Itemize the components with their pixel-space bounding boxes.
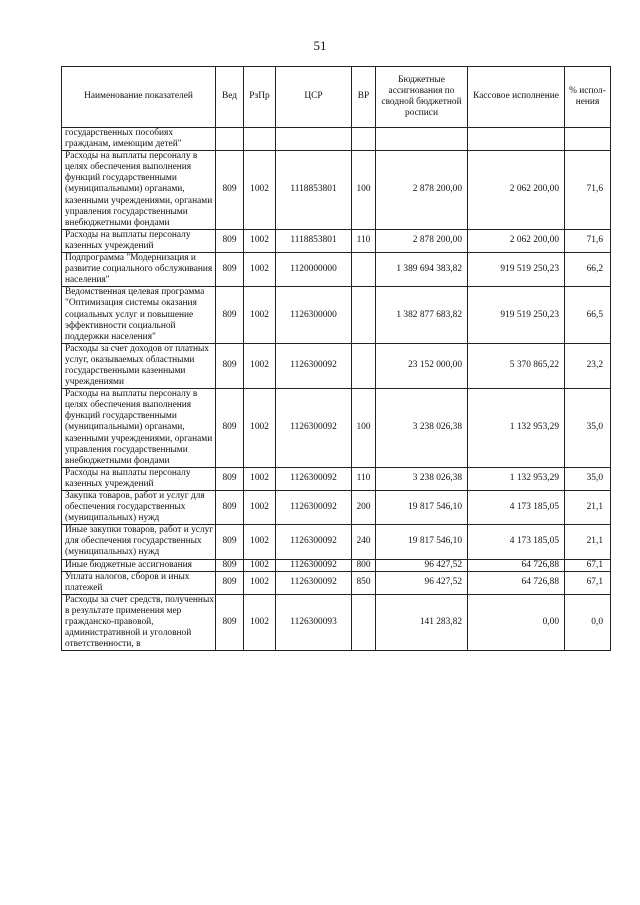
row-name: Расходы на выплаты персоналу казенных учреждений (62, 229, 216, 252)
row-vr: 850 (352, 571, 376, 594)
row-ved (216, 128, 244, 151)
row-pct: 21,1 (565, 491, 611, 525)
table-row (62, 343, 611, 388)
row-rzpr: 1002 (244, 571, 276, 594)
row-name: Закупка товаров, работ и услуг для обеспечения государственных (муниципальных) нужд (62, 491, 216, 525)
row-name: государственных пособиях гражданам, имеющим детей" (62, 128, 216, 151)
table-row (62, 287, 611, 343)
row-pct: 71,6 (565, 151, 611, 230)
row-csr: 1120000000 (276, 253, 352, 287)
row-pct: 67,1 (565, 559, 611, 571)
row-name: Ведомственная целевая программа "Оптимизация системы оказания социальных услуг и повышение эффективности социальной поддержки населения" (62, 287, 216, 343)
row-budget: 141 283,82 (376, 594, 468, 650)
row-budget: 1 382 877 683,82 (376, 287, 468, 343)
header-budget: Бюджетные ассигнования по сводной бюджетной росписи (376, 67, 468, 128)
row-ved: 809 (216, 253, 244, 287)
row-ved: 809 (216, 491, 244, 525)
row-name: Расходы на выплаты персоналу в целях обеспечения выполнения функций государственными (муниципальными) органами, казенными учреждениями, органами управления государственными внебюджетными фондами (62, 389, 216, 468)
row-vr: 100 (352, 151, 376, 230)
header-cash: Кассовое исполнение (468, 67, 565, 128)
row-ved: 809 (216, 525, 244, 559)
row-ved: 809 (216, 151, 244, 230)
row-csr: 1126300000 (276, 287, 352, 343)
row-rzpr: 1002 (244, 559, 276, 571)
row-ved: 809 (216, 594, 244, 650)
row-name: Подпрограмма "Модернизация и развитие социального обслуживания населения" (62, 253, 216, 287)
row-pct: 0,0 (565, 594, 611, 650)
table-row (62, 389, 611, 468)
row-budget: 2 878 200,00 (376, 151, 468, 230)
row-cash: 1 132 953,29 (468, 389, 565, 468)
row-csr: 1126300092 (276, 467, 352, 490)
row-name: Расходы за счет средств, полученных в результате применения мер гражданско-правовой, административной и уголовной ответственности, в (62, 594, 216, 650)
row-name: Иные бюджетные ассигнования (62, 559, 216, 571)
row-ved: 809 (216, 559, 244, 571)
row-ved: 809 (216, 343, 244, 388)
row-ved: 809 (216, 229, 244, 252)
row-vr (352, 594, 376, 650)
row-vr (352, 128, 376, 151)
row-rzpr (244, 128, 276, 151)
row-rzpr: 1002 (244, 491, 276, 525)
row-csr (276, 128, 352, 151)
row-name: Расходы на выплаты персоналу в целях обеспечения выполнения функций государственными (муниципальными) органами, казенными учреждениями, органами управления государственными внебюджетными фондами (62, 151, 216, 230)
table-row (62, 594, 611, 650)
row-csr: 1118853801 (276, 151, 352, 230)
row-pct: 66,2 (565, 253, 611, 287)
row-cash: 919 519 250,23 (468, 287, 565, 343)
row-vr (352, 253, 376, 287)
row-ved: 809 (216, 287, 244, 343)
row-pct: 21,1 (565, 525, 611, 559)
row-csr: 1126300092 (276, 571, 352, 594)
row-pct (565, 128, 611, 151)
row-cash: 2 062 200,00 (468, 229, 565, 252)
row-name: Иные закупки товаров, работ и услуг для обеспечения государственных (муниципальных) нужд (62, 525, 216, 559)
table-row (62, 559, 611, 571)
table-row (62, 525, 611, 559)
row-budget: 96 427,52 (376, 559, 468, 571)
row-cash (468, 128, 565, 151)
header-vr: ВР (352, 67, 376, 128)
row-pct: 71,6 (565, 229, 611, 252)
row-csr: 1126300093 (276, 594, 352, 650)
row-rzpr: 1002 (244, 467, 276, 490)
page-number: 51 (313, 38, 327, 53)
row-vr (352, 287, 376, 343)
row-budget: 3 238 026,38 (376, 467, 468, 490)
row-csr: 1126300092 (276, 525, 352, 559)
row-cash: 64 726,88 (468, 559, 565, 571)
row-ved: 809 (216, 389, 244, 468)
budget-execution-table (61, 66, 611, 651)
row-rzpr: 1002 (244, 253, 276, 287)
table-row (62, 571, 611, 594)
header-name: Наименование показателей (62, 67, 216, 128)
row-rzpr: 1002 (244, 594, 276, 650)
header-csr: ЦСР (276, 67, 352, 128)
table-row (62, 229, 611, 252)
row-budget: 1 389 694 383,82 (376, 253, 468, 287)
table-row (62, 467, 611, 490)
row-vr: 200 (352, 491, 376, 525)
row-csr: 1126300092 (276, 343, 352, 388)
table-row (62, 253, 611, 287)
row-rzpr: 1002 (244, 229, 276, 252)
row-rzpr: 1002 (244, 389, 276, 468)
row-pct: 67,1 (565, 571, 611, 594)
row-name: Расходы на выплаты персоналу казенных учреждений (62, 467, 216, 490)
row-name: Расходы за счет доходов от платных услуг, оказываемых областными государственными казенными учреждениями (62, 343, 216, 388)
row-pct: 23,2 (565, 343, 611, 388)
row-vr: 110 (352, 229, 376, 252)
row-csr: 1126300092 (276, 559, 352, 571)
row-cash: 4 173 185,05 (468, 491, 565, 525)
row-vr: 240 (352, 525, 376, 559)
row-vr: 110 (352, 467, 376, 490)
row-budget: 96 427,52 (376, 571, 468, 594)
row-csr: 1118853801 (276, 229, 352, 252)
table-row (62, 151, 611, 230)
row-cash: 1 132 953,29 (468, 467, 565, 490)
row-rzpr: 1002 (244, 343, 276, 388)
row-budget: 3 238 026,38 (376, 389, 468, 468)
row-ved: 809 (216, 571, 244, 594)
row-name: Уплата налогов, сборов и иных платежей (62, 571, 216, 594)
row-pct: 35,0 (565, 467, 611, 490)
row-cash: 0,00 (468, 594, 565, 650)
table-row (62, 128, 611, 151)
row-rzpr: 1002 (244, 151, 276, 230)
row-vr (352, 343, 376, 388)
table-row (62, 491, 611, 525)
header-ved: Вед (216, 67, 244, 128)
row-cash: 4 173 185,05 (468, 525, 565, 559)
row-cash: 5 370 865,22 (468, 343, 565, 388)
row-cash: 2 062 200,00 (468, 151, 565, 230)
row-csr: 1126300092 (276, 389, 352, 468)
row-budget: 23 152 000,00 (376, 343, 468, 388)
row-budget: 2 878 200,00 (376, 229, 468, 252)
row-vr: 100 (352, 389, 376, 468)
row-pct: 66,5 (565, 287, 611, 343)
row-ved: 809 (216, 467, 244, 490)
header-pct: % испол-нения (565, 67, 611, 128)
row-vr: 800 (352, 559, 376, 571)
row-budget: 19 817 546,10 (376, 491, 468, 525)
row-cash: 919 519 250,23 (468, 253, 565, 287)
row-budget (376, 128, 468, 151)
header-rzpr: РзПр (244, 67, 276, 128)
row-pct: 35,0 (565, 389, 611, 468)
row-budget: 19 817 546,10 (376, 525, 468, 559)
row-rzpr: 1002 (244, 525, 276, 559)
row-cash: 64 726,88 (468, 571, 565, 594)
row-csr: 1126300092 (276, 491, 352, 525)
row-rzpr: 1002 (244, 287, 276, 343)
table-header-row (62, 67, 611, 128)
